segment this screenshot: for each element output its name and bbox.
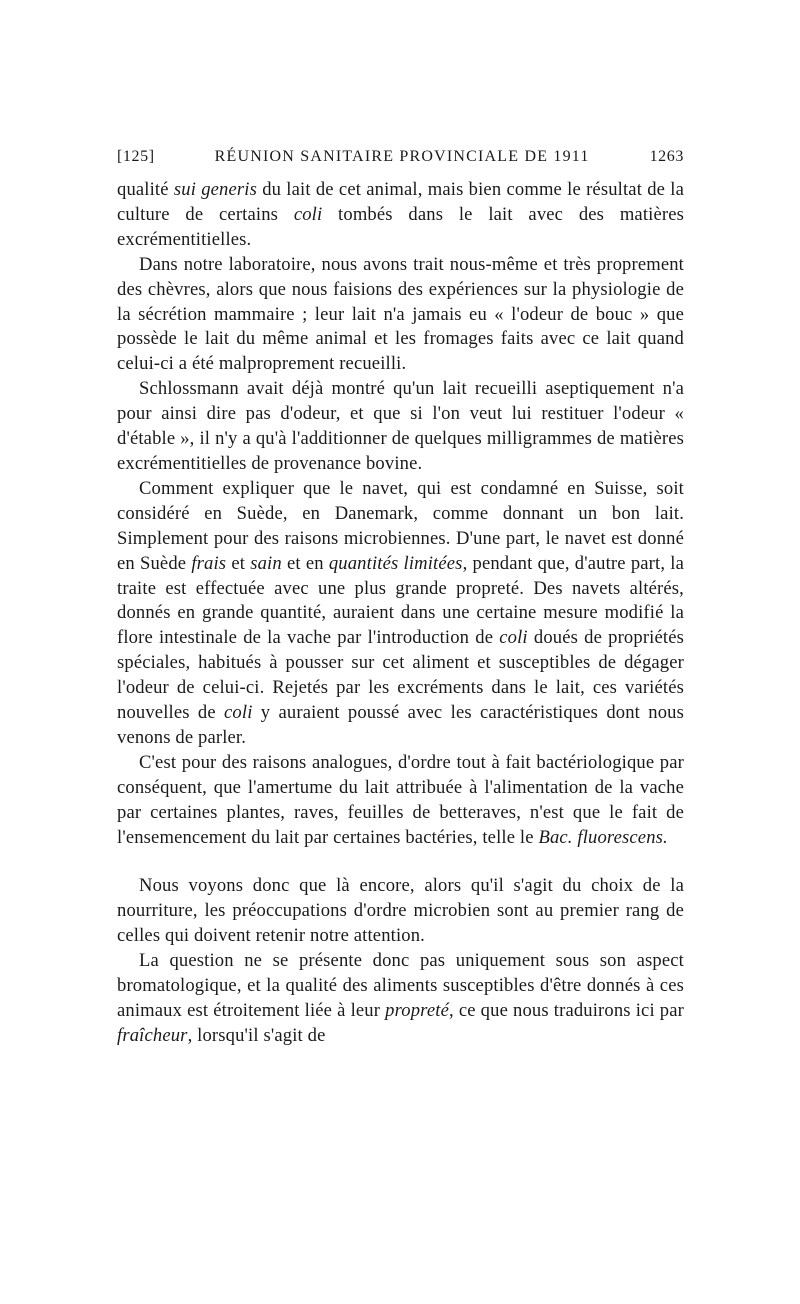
italic-text: coli [293, 203, 323, 225]
running-title: RÉUNION SANITAIRE PROVINCIALE DE 1911 [214, 148, 590, 165]
text-run: qualité [117, 179, 174, 200]
text-run: Dans notre laboratoire, nous avons trait nous-même et très proprement des chèvres, alors que nous faisions des expériences sur la physiologie de la sécrétion mammaire ; leur lait n'a jamais eu « l'odeur de bouc » que possède le lait du même animal et les fromages faits avec ce lait quand celui-ci a été malproprement recueilli. [117, 253, 684, 375]
page-number: 1263 [649, 148, 684, 165]
text-run: , pendant que, d'autre part, la traite est effectuée avec une plus grande propreté. Des navets altérés, donnés en grande quantité, auraient dans une certaine mesure modifié la flore intestinale de la vache par l'introduction de [117, 552, 684, 649]
paragraph [117, 178, 684, 253]
italic-text: quantités limitées [328, 552, 463, 574]
text-run: doués de propriétés spéciales, habitués à pousser sur cet aliment et susceptibles de dégager l'odeur de celui-ci. Rejetés par les excréments dans le lait, ces variétés nouvelles de [117, 627, 684, 724]
text-run: C'est pour des raisons analogues, d'ordre tout à fait bactériologique par conséquent, que l'amertume du lait attribuée à l'alimentation de la vache par certaines plantes, raves, feuilles de betteraves, n'est que le fait de l'ensemencement du lait par certaines bactéries, telle le [117, 751, 684, 848]
italic-text: coli [224, 702, 253, 724]
paragraph [117, 377, 684, 477]
text-run: y auraient poussé avec les caractéristiques dont nous venons de parler. [117, 702, 684, 748]
text-run: tombés dans le lait avec des matières excrémentitielles. [117, 203, 685, 250]
paragraph [117, 874, 684, 949]
text-run: La question ne se présente donc pas uniquement sous son aspect bromatologique, et la qualité des aliments susceptibles d'être donnés à ces animaux est étroitement liée à leur [117, 950, 684, 1021]
paragraph [117, 949, 684, 1049]
text-run: , ce que nous traduirons ici par [448, 1000, 684, 1021]
text-run: Comment expliquer que le navet, qui est condamné en Suisse, soit considéré en Suède, en Danemark, comme donnant un bon lait. Simplement pour des raisons microbiennes. D'une part, le navet est donné en Suède [117, 477, 684, 574]
body-text [117, 178, 684, 1049]
text-run: et [226, 552, 251, 574]
italic-text: Bac. fluorescens. [538, 826, 668, 848]
italic-text: fraîcheur [117, 1024, 188, 1046]
text-run: et en [281, 552, 329, 574]
paragraph [117, 477, 684, 751]
running-header [117, 148, 684, 166]
italic-text: sain [250, 552, 282, 574]
text-run: Nous voyons donc que là encore, alors qu'il s'agit du choix de la nourriture, les préoccupations d'ordre microbien sont au premier rang de celles qui doivent retenir notre attention. [117, 875, 684, 947]
document-page [117, 148, 684, 1049]
paragraph [117, 751, 684, 851]
text-run: , lorsqu'il s'agit de [187, 1024, 326, 1046]
italic-text: coli [499, 627, 528, 649]
paragraph [117, 253, 684, 378]
text-run: Schlossmann avait déjà montré qu'un lait recueilli aseptiquement n'a pour ainsi dire pas d'odeur, et que si l'on veut lui restituer l'odeur « d'étable », il n'y a qu'à l'additionner de quelques milligrammes de matières excrémentitielles de provenance bovine. [117, 378, 684, 474]
italic-text: sui generis [173, 179, 257, 200]
page-reference: [125] [117, 148, 155, 165]
text-run: du lait de cet animal, mais bien comme le résultat de la culture de certains [117, 179, 684, 225]
italic-text: propreté [385, 1000, 449, 1021]
italic-text: frais [191, 552, 227, 574]
